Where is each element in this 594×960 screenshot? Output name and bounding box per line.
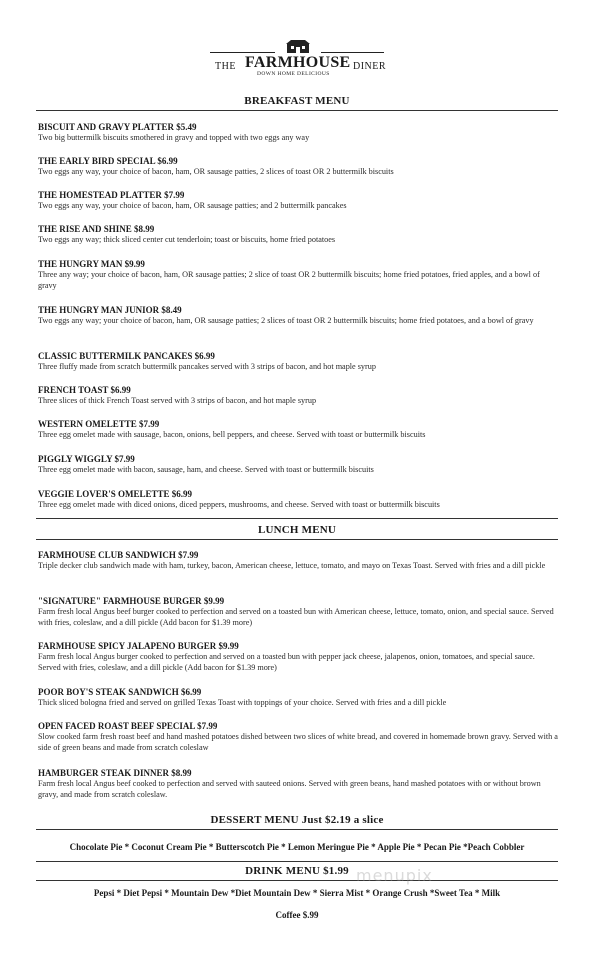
drink-divider-top xyxy=(36,861,558,862)
coffee-price: Coffee $.99 xyxy=(275,910,319,920)
item-name: HAMBURGER STEAK DINNER $8.99 xyxy=(38,768,192,778)
menu-item xyxy=(38,305,558,327)
logo-rule-right xyxy=(321,52,384,53)
item-name: POOR BOY'S STEAK SANDWICH $6.99 xyxy=(38,687,202,697)
item-name: FARMHOUSE CLUB SANDWICH $7.99 xyxy=(38,550,199,560)
item-desc: Two eggs any way; your choice of bacon, ham, OR sausage patties; 2 slices of toast OR 2 buttermilk biscuits; home fried potatoes, and a bowl of gravy xyxy=(38,316,534,325)
lunch-divider-bottom xyxy=(36,539,558,540)
menu-item xyxy=(38,454,558,476)
dessert-title: DESSERT MENU Just $2.19 a slice xyxy=(210,814,384,826)
menu-item xyxy=(38,550,558,572)
logo-name: FARMHOUSE xyxy=(245,54,351,71)
item-desc: Three egg omelet made with sausage, bacon, onions, bell peppers, and cheese. Served with toast or buttermilk biscuits xyxy=(38,430,426,439)
item-name: FRENCH TOAST $6.99 xyxy=(38,385,131,395)
menu-item xyxy=(38,768,558,800)
item-desc: Two eggs any way; thick sliced center cut tenderloin; toast or biscuits, home fried potatoes xyxy=(38,235,336,244)
lunch-divider-top xyxy=(36,518,558,519)
menu-item xyxy=(38,190,558,212)
item-desc: Thick sliced bologna fried and served on grilled Texas Toast with toppings of your choice. Served with fries and a dill pickle xyxy=(38,698,447,707)
menu-item xyxy=(38,687,558,709)
menu-item xyxy=(38,385,558,407)
item-desc: Triple decker club sandwich made with ham, turkey, bacon, American cheese, lettuce, tomato, and mayo on Texas Toast. Served with fries and a dill pickle xyxy=(38,561,546,570)
lunch-title: LUNCH MENU xyxy=(257,524,337,536)
breakfast-divider xyxy=(36,110,558,111)
item-name: WESTERN OMELETTE $7.99 xyxy=(38,419,160,429)
item-desc: Three fluffy made from scratch buttermilk pancakes served with 3 strips of bacon, and hot maple syrup xyxy=(38,362,376,371)
logo-the: THE xyxy=(215,61,236,72)
item-desc: Three egg omelet made with diced onions, diced peppers, mushrooms, and cheese. Served with toast or buttermilk biscuits xyxy=(38,500,440,509)
item-name: FARMHOUSE SPICY JALAPENO BURGER $9.99 xyxy=(38,641,239,651)
item-desc: Two eggs any way, your choice of bacon, ham, OR sausage patties, 2 slices of toast OR 2 buttermilk biscuits xyxy=(38,167,394,176)
item-desc: Three any way; your choice of bacon, ham, OR sausage patties; 2 slice of toast OR 2 buttermilk biscuits; home fried potatoes, fried apples, and a bowl of gravy xyxy=(38,270,540,290)
item-name: THE HUNGRY MAN $9.99 xyxy=(38,259,145,269)
dessert-divider xyxy=(36,829,558,830)
menu-item xyxy=(38,419,558,441)
menu-item xyxy=(38,596,558,628)
watermark: menupix xyxy=(356,866,433,885)
item-desc: Three egg omelet made with bacon, sausage, ham, and cheese. Served with toast or buttermilk biscuits xyxy=(38,465,374,474)
item-desc: Two big buttermilk biscuits smothered in gravy and topped with two eggs any way xyxy=(38,133,310,142)
item-desc: Two eggs any way, your choice of bacon, ham, OR sausage patties; and 2 buttermilk pancakes xyxy=(38,201,347,210)
menu-item xyxy=(38,122,558,144)
logo-diner: DINER xyxy=(353,61,387,72)
dessert-list: Chocolate Pie * Coconut Cream Pie * Butterscotch Pie * Lemon Meringue Pie * Apple Pie * Pecan Pie *Peach Cobbler xyxy=(69,842,525,852)
menu-item xyxy=(38,721,558,753)
drink-divider-bottom xyxy=(36,880,558,881)
item-name: CLASSIC BUTTERMILK PANCAKES $6.99 xyxy=(38,351,215,361)
item-name: PIGGLY WIGGLY $7.99 xyxy=(38,454,135,464)
item-desc: Farm fresh local Angus beef burger cooked to perfection and served on a toasted bun with American cheese, lettuce, tomato, onion, and special sauce. Served with fries, coleslaw, and a dill pickle (Add bacon for $1.39 more) xyxy=(38,607,554,627)
logo-rule-left xyxy=(210,52,275,53)
item-name: BISCUIT AND GRAVY PLATTER $5.49 xyxy=(38,122,197,132)
item-name: THE HOMESTEAD PLATTER $7.99 xyxy=(38,190,185,200)
logo-tagline: DOWN HOME DELICIOUS xyxy=(257,71,330,77)
farmhouse-logo xyxy=(205,38,389,80)
item-desc: Farm fresh local Angus beef cooked to perfection and served with sauteed onions. Served with green beans, hand mashed potatoes with or without brown gravy, and made from scratch coleslaw. xyxy=(38,779,541,799)
menu-item xyxy=(38,224,558,246)
menu-item xyxy=(38,489,558,511)
item-name: THE RISE AND SHINE $8.99 xyxy=(38,224,155,234)
menu-item xyxy=(38,641,558,673)
breakfast-title: BREAKFAST MENU xyxy=(244,95,350,107)
item-name: "SIGNATURE" FARMHOUSE BURGER $9.99 xyxy=(38,596,225,606)
menu-item xyxy=(38,259,558,291)
item-desc: Slow cooked farm fresh roast beef and hand mashed potatoes dished between two slices of white bread, and covered in homemade brown gravy. Served with a side of green beans and made from scratch coleslaw xyxy=(38,732,558,752)
item-name: OPEN FACED ROAST BEEF SPECIAL $7.99 xyxy=(38,721,218,731)
item-name: THE HUNGRY MAN JUNIOR $8.49 xyxy=(38,305,182,315)
drink-title: DRINK MENU $1.99 xyxy=(245,865,349,877)
item-name: VEGGIE LOVER'S OMELETTE $6.99 xyxy=(38,489,193,499)
menu-item xyxy=(38,351,558,373)
menu-item xyxy=(38,156,558,178)
item-desc: Three slices of thick French Toast served with 3 strips of bacon, and hot maple syrup xyxy=(38,396,317,405)
item-name: THE EARLY BIRD SPECIAL $6.99 xyxy=(38,156,178,166)
barn-icon xyxy=(283,39,313,53)
drink-list: Pepsi * Diet Pepsi * Mountain Dew *Diet Mountain Dew * Sierra Mist * Orange Crush *Sweet Tea * Milk xyxy=(93,888,501,898)
item-desc: Farm fresh local Angus burger cooked to perfection and served on a toasted bun with pepper jack cheese, jalapenos, onion, tomatoes, and special sauce. Served with fries, coleslaw, and a dill pickle (Add bacon for $1.39 more) xyxy=(38,652,535,672)
